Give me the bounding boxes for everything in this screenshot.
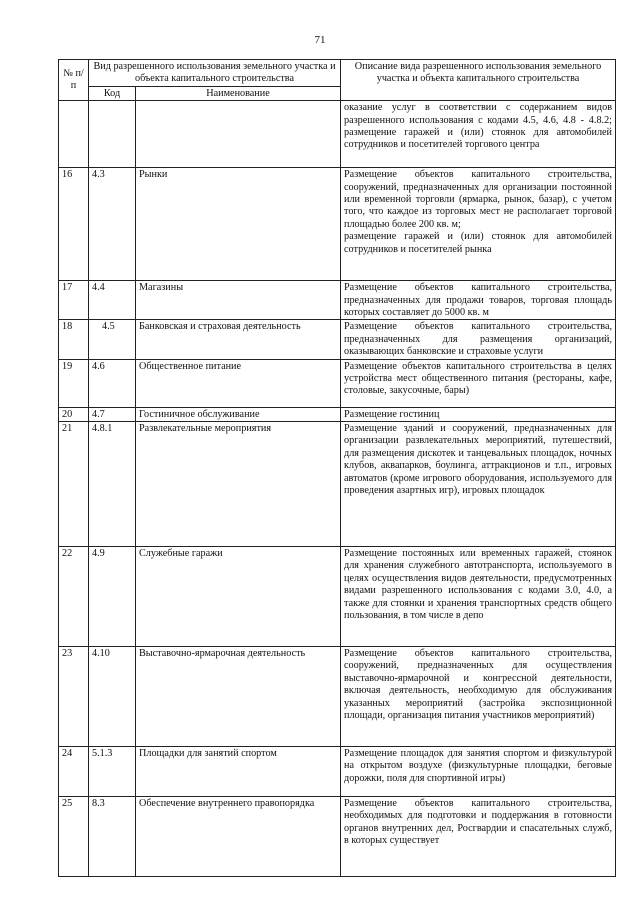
table-row xyxy=(59,101,616,168)
table-row xyxy=(59,647,616,747)
row-code: 4.4 xyxy=(89,281,136,320)
row-num: 21 xyxy=(59,422,89,547)
table-row xyxy=(59,747,616,797)
row-code xyxy=(89,101,136,168)
row-desc: Размещение объектов капитального строительства, предназначенных для размещения организаций, оказывающих банковские и страховые услуги xyxy=(341,320,616,359)
row-num: 20 xyxy=(59,407,89,421)
header-code: Код xyxy=(89,86,136,100)
row-name: Рынки xyxy=(136,168,341,281)
row-num: 18 xyxy=(59,320,89,359)
land-use-table xyxy=(58,59,616,877)
row-desc: Размещение объектов капитального строительства, предназначенных для продажи товаров, торговая площадь которых составляет до 5000 кв. м xyxy=(341,281,616,320)
row-name: Магазины xyxy=(136,281,341,320)
row-code: 4.6 xyxy=(89,359,136,407)
header-row xyxy=(59,60,616,87)
row-desc: Размещение гостиниц xyxy=(341,407,616,421)
row-name: Служебные гаражи xyxy=(136,547,341,647)
row-desc: Размещение зданий и сооружений, предназначенных для организации развлекательных мероприятий, путешествий, для размещения дискотек и танцевальных площадок, ночных клубов, аквапарков, боулинга, аттракционов и т.п., игровых автоматов (кроме игрового оборудования, используемого для проведения азартных игр), игровых площадок xyxy=(341,422,616,547)
table-row xyxy=(59,320,616,359)
table-row xyxy=(59,359,616,407)
header-desc: Описание вида разрешенного использования земельного участка и объекта капитального строительства xyxy=(341,60,616,101)
row-num: 25 xyxy=(59,797,89,877)
row-code: 4.9 xyxy=(89,547,136,647)
row-code: 4.5 xyxy=(89,320,136,359)
row-num: 22 xyxy=(59,547,89,647)
row-name: Банковская и страховая деятельность xyxy=(136,320,341,359)
row-code: 4.8.1 xyxy=(89,422,136,547)
row-code: 4.7 xyxy=(89,407,136,421)
row-name: Общественное питание xyxy=(136,359,341,407)
row-code: 8.3 xyxy=(89,797,136,877)
header-kind: Вид разрешенного использования земельного участка и объекта капитального строительства xyxy=(89,60,341,87)
row-desc: Размещение площадок для занятия спортом и физкультурой на открытом воздухе (физкультурные площадки, беговые дорожки, поля для спортивной игры) xyxy=(341,747,616,797)
row-desc: оказание услуг в соответствии с содержанием видов разрешенного использования с кодами 4.5, 4.6, 4.8 - 4.8.2; размещение гаражей и (или) стоянок для автомобилей сотрудников и посетителей торгового центра xyxy=(341,101,616,168)
row-code: 5.1.3 xyxy=(89,747,136,797)
row-desc: Размещение постоянных или временных гаражей, стоянок для хранения служебного автотранспорта, используемого в целях осуществления видов деятельности, предусмотренных видами разрешенного использования с кодами 3.0, 4.0, а также для стоянки и хранения транспортных средств общего пользования, в том числе в депо xyxy=(341,547,616,647)
row-name: Гостиничное обслуживание xyxy=(136,407,341,421)
row-code: 4.3 xyxy=(89,168,136,281)
row-desc: Размещение объектов капитального строительства, сооружений, предназначенных для организации постоянной или временной торговли (ярмарка, рынок, базар), с учетом того, что каждое из торговых мест не располагает торговой площадью более 200 кв. м; размещение гаражей и (или) стоянок для автомобилей сотрудников и посетителей рынка xyxy=(341,168,616,281)
row-desc: Размещение объектов капитального строительства, необходимых для подготовки и поддержания в готовности органов внутренних дел, Росгвардии и спасательных служб, в которых существует xyxy=(341,797,616,877)
row-num: 24 xyxy=(59,747,89,797)
row-name: Выставочно-ярмарочная деятельность xyxy=(136,647,341,747)
page-number: 71 xyxy=(314,34,326,46)
header-name: Наименование xyxy=(136,86,341,100)
row-name xyxy=(136,101,341,168)
table-row xyxy=(59,407,616,421)
row-num xyxy=(59,101,89,168)
row-desc: Размещение объектов капитального строительства, сооружений, предназначенных для осуществления выставочно-ярмарочной и конгрессной деятельности, включая деятельность, необходимую для обслуживания указанных мероприятий (застройка экспозиционной площади, организация питания участников мероприятий) xyxy=(341,647,616,747)
table-row xyxy=(59,281,616,320)
header-num: № п/п xyxy=(59,60,89,101)
row-num: 17 xyxy=(59,281,89,320)
row-num: 16 xyxy=(59,168,89,281)
row-code: 4.10 xyxy=(89,647,136,747)
table-row xyxy=(59,547,616,647)
table-row xyxy=(59,422,616,547)
row-name: Площадки для занятий спортом xyxy=(136,747,341,797)
row-num: 23 xyxy=(59,647,89,747)
row-num: 19 xyxy=(59,359,89,407)
row-name: Обеспечение внутреннего правопорядка xyxy=(136,797,341,877)
row-name: Развлекательные мероприятия xyxy=(136,422,341,547)
row-desc: Размещение объектов капитального строительства в целях устройства мест общественного питания (рестораны, кафе, столовые, закусочные, бары) xyxy=(341,359,616,407)
table-row xyxy=(59,168,616,281)
table-row xyxy=(59,797,616,877)
